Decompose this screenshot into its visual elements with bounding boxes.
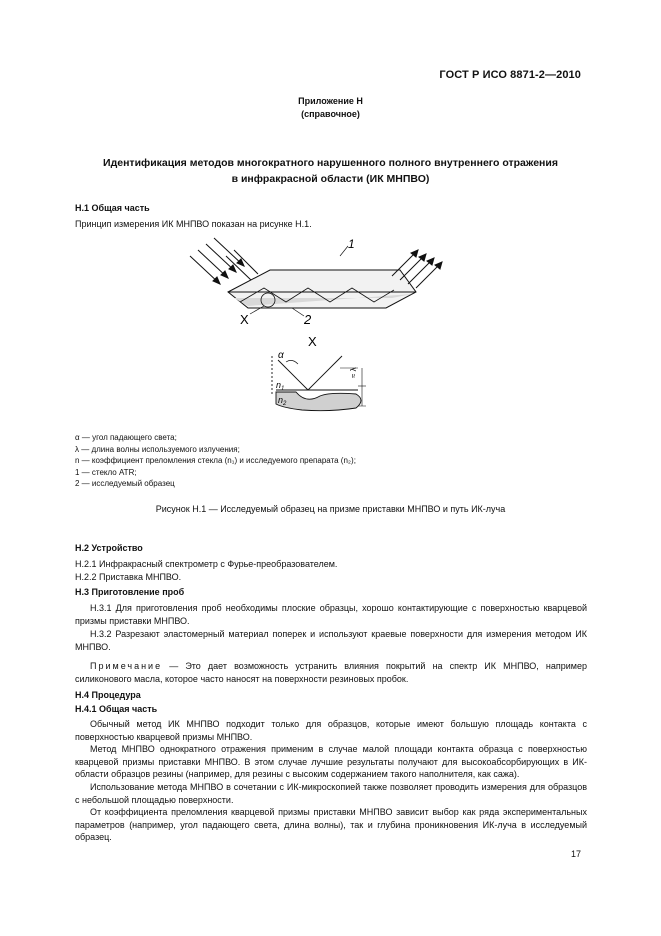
atr-prism — [228, 270, 416, 308]
section-h2-item2: Н.2.2 Приставка МНПВО. — [75, 572, 182, 582]
n2-label: $n_2$ — [278, 395, 287, 407]
incident-rays — [190, 238, 258, 284]
leader-line-1 — [340, 246, 348, 256]
figure-legend — [75, 432, 356, 490]
section-h3-note — [75, 660, 587, 685]
legend-item: n — коэффициент преломления стекла (n₁) и исследуемого препарата (n₂); — [75, 456, 356, 465]
note-text: — Это дает возможность устранить влияния покрытий на спектр ИК МНПВО, например силиконового масла, которое часто наносят на поверхности резиновых пробок. — [75, 661, 587, 684]
section-h2-item1: Н.2.1 Инфракрасный спектрометр с Фурье-преобразователем. — [75, 559, 338, 569]
leader-line-2 — [292, 308, 304, 316]
note-label: Примечание — [90, 661, 163, 671]
legend-item: λ — длина волны используемого излучения; — [75, 444, 240, 454]
legend-item: α — угол падающего света; — [75, 433, 177, 442]
label-x: X — [240, 312, 249, 327]
section-h4-p3: Использование метода МНПВО в сочетании с ИК-микроскопией также позволяет проводить измерения для образцов с небольшой площадью поверхности. — [75, 782, 587, 805]
doc-title-line1: Идентификация методов многократного нарушенного полного внутреннего отражения — [103, 157, 558, 169]
section-h4-subheading: Н.4.1 Общая часть — [75, 704, 158, 714]
section-h2-heading: Н.2 Устройство — [75, 543, 143, 553]
detail-title: X — [308, 334, 317, 349]
section-h4-heading: Н.4 Процедура — [75, 690, 141, 700]
label-1: 1 — [348, 237, 355, 251]
page-number: 17 — [570, 849, 581, 859]
section-h1-heading: Н.1 Общая часть — [75, 203, 150, 213]
figure-atr-diagram — [180, 236, 450, 418]
legend-item: 2 — исследуемый образец — [75, 479, 175, 488]
label-2: 2 — [304, 312, 312, 327]
appendix-title: Приложение Н — [298, 96, 363, 106]
n1-label: $n_1$ — [276, 380, 285, 392]
figure-caption: Рисунок Н.1 — Исследуемый образец на призме приставки МНПВО и путь ИК-луча — [155, 504, 506, 514]
legend-item: 1 — стекло ATR; — [75, 467, 137, 477]
appendix-subtitle: (справочное) — [301, 109, 360, 119]
standard-number: ГОСТ Р ИСО 8871-2—2010 — [439, 69, 581, 81]
section-h4-p1: Обычный метод ИК МНПВО подходит только для образцов, которые имеют большую площадь контакта с поверхностью кварцевой призмы МНПВО. — [75, 719, 587, 742]
section-h3-p1: Н.3.1 Для приготовления проб необходимы плоские образцы, хорошо контактирующие с поверхностью кварцевой призмы приставки МНПВО. — [75, 603, 587, 626]
section-h1-text: Принцип измерения ИК МНПВО показан на рисунке Н.1. — [75, 219, 312, 229]
section-h3-p2: Н.3.2 Разрезают эластомерный материал поперек и используют краевые поверхности для измерения методом ИК МНПВО. — [75, 629, 587, 652]
section-h3-heading: Н.3 Приготовление проб — [75, 587, 185, 597]
doc-title-line2: в инфракрасной области (ИК МНПВО) — [231, 173, 430, 185]
approx-lambda-label: ≈ λ — [349, 367, 358, 378]
section-h4-p2: Метод МНПВО однократного отражения применим в случае малой площади контакта образца с поверхностью кварцевой призмы приставки МНПВО. В этом случае лучшие результаты получают для высокоабсорбирующих в ИК-области образцов резины (например, для резины с высоким содержанием такого наполнителя, как сажа). — [75, 744, 587, 779]
alpha-label: α — [278, 350, 284, 361]
section-h4-p4: От коэффициента преломления кварцевой призмы приставки МНПВО зависит выбор как ряда экспериментальных параметров (например, угол падающего света, длина волны), так и глубина проникновения ИК-луча в исследуемый образец. — [75, 807, 587, 842]
